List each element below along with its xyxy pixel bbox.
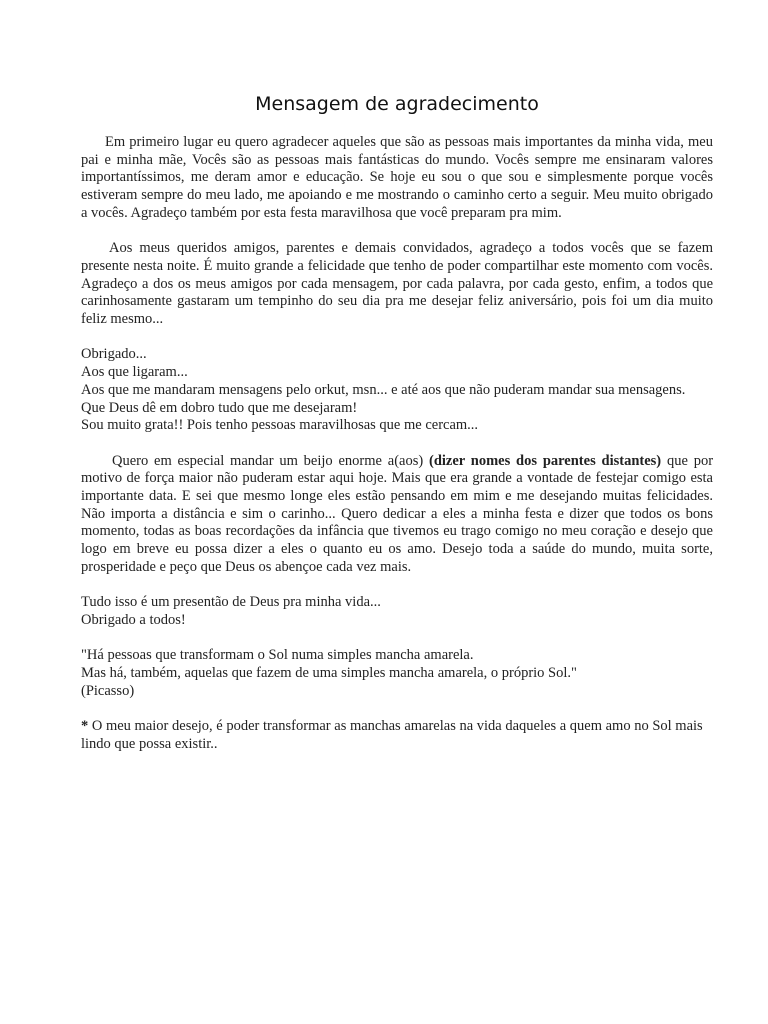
closing-line: Tudo isso é um presentão de Deus pra minha vida... xyxy=(81,594,381,611)
final-wish-text: O meu maior desejo, é poder transformar as manchas amarelas na vida daqueles a quem amo no Sol mais lindo que possa existir.. xyxy=(81,718,703,752)
document-title: Mensagem de agradecimento xyxy=(255,93,539,115)
final-wish xyxy=(81,718,713,753)
thanks-line: Aos que ligaram... xyxy=(81,364,188,381)
paragraph-text: que por motivo de força maior não puderam estar aqui hoje. Mais que era grande a vontade de festejar comigo esta importante data. E sei que mesmo longe eles estão pensando em mim e me desejando muitas felicidades. Não importa a distância e sim o carinho... Quero dedicar a eles a minha festa e dizer que todos os bons momento, todas as boas recordações da infância que tivemos eu trago comigo no meu coração e desejo que logo em breve eu possa dizer a eles o quanto eu os amo. Desejo toda a saúde do mundo, muita sorte, prosperidade e peço que Deus os abençoe cada vez mais. xyxy=(81,452,714,575)
document-body xyxy=(81,134,713,771)
asterisk-mark: * xyxy=(81,718,89,735)
quote-line: Mas há, também, aquelas que fazem de uma simples mancha amarela, o próprio Sol." xyxy=(81,665,577,682)
thanks-block xyxy=(81,346,713,435)
quote-line: "Há pessoas que transformam o Sol numa simples mancha amarela. xyxy=(81,647,474,664)
thanks-line: Aos que me mandaram mensagens pelo orkut, msn... e até aos que não puderam mandar sua mensagens. xyxy=(81,381,686,398)
paragraph-distant-relatives xyxy=(81,453,713,577)
closing-line: Obrigado a todos! xyxy=(81,611,186,628)
closing-block xyxy=(81,594,713,629)
paragraph-text: Quero em especial mandar um beijo enorme a(aos) xyxy=(112,452,429,469)
quote-author: (Picasso) xyxy=(81,682,135,699)
paragraph-parents: Em primeiro lugar eu quero agradecer aqueles que são as pessoas mais importantes da minha vida, meu pai e minha mãe, Vocês são as pessoas mais fantásticas do mundo. Vocês sempre me ensinaram valores importantíssimos, me deram amor e educação. Se hoje eu sou o que sou e simplesmente porque vocês estiveram sempre do meu lado, me apoiando e me mostrando o caminho certo a seguir. Meu muito obrigado a vocês. Agradeço também por esta festa maravilhosa que você preparam pra mim. xyxy=(81,134,713,221)
thanks-line: Obrigado... xyxy=(81,346,147,363)
placeholder-relatives-names: (dizer nomes dos parentes distantes) xyxy=(429,452,662,469)
thanks-line: Que Deus dê em dobro tudo que me desejaram! xyxy=(81,399,358,416)
paragraph-friends: Aos meus queridos amigos, parentes e demais convidados, agradeço a todos vocês que se fazem presente nesta noite. É muito grande a felicidade que tenho de poder compartilhar este momento com vocês. Agradeço a dos os meus amigos por cada mensagem, por cada palavra, por cada gesto, enfim, a todos que carinhosamente gastaram um tempinho do seu dia pra me desejar feliz aniversário, pois foi um dia muito feliz mesmo... xyxy=(81,240,713,328)
thanks-line: Sou muito grata!! Pois tenho pessoas maravilhosas que me cercam... xyxy=(81,417,479,434)
quote-block xyxy=(81,647,713,700)
